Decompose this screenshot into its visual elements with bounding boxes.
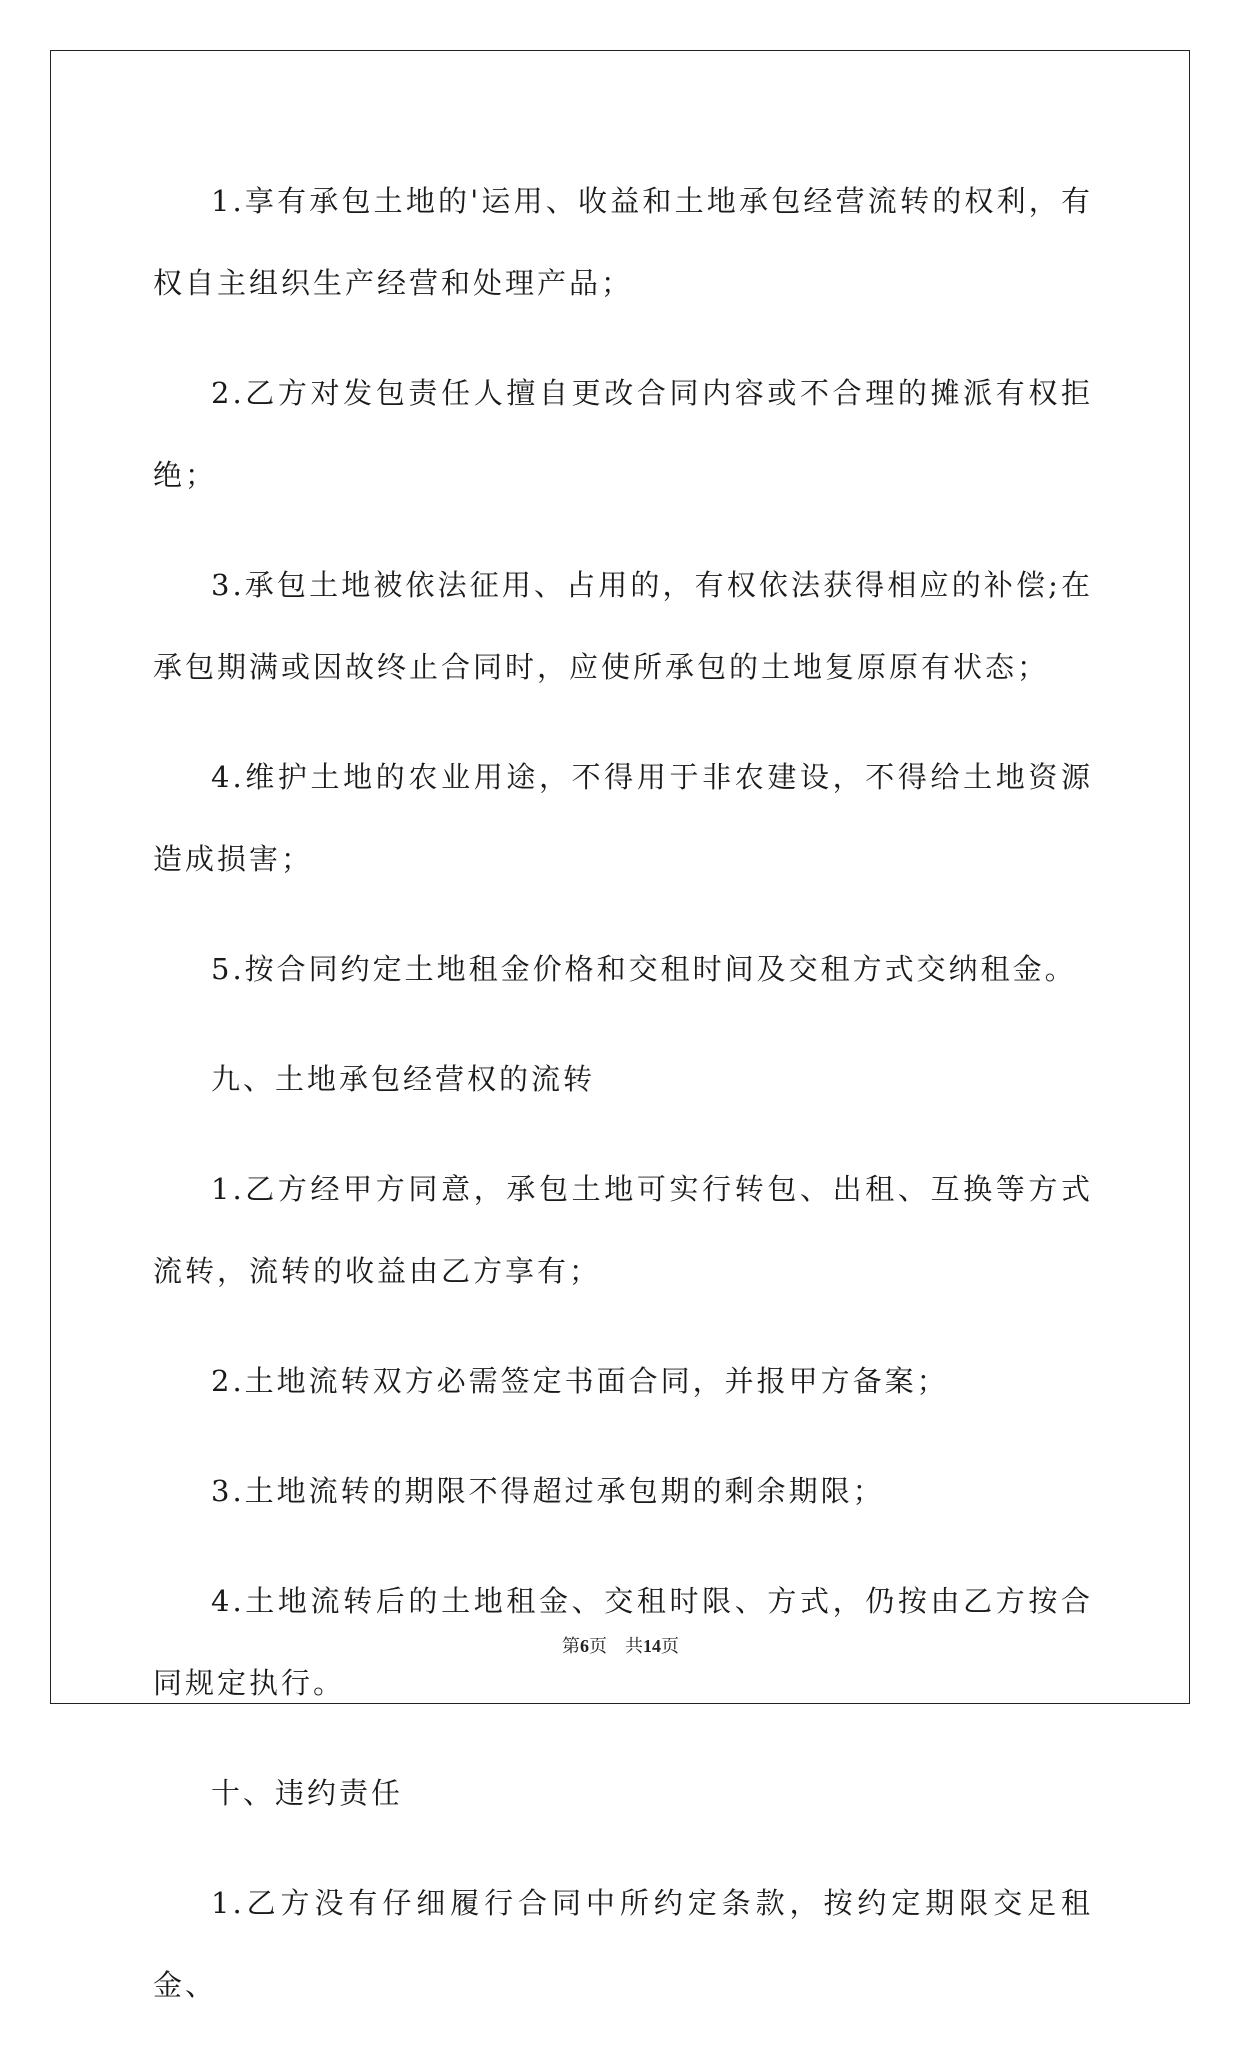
- total-pages: 14: [643, 1636, 661, 1656]
- page-suffix: 页: [589, 1636, 607, 1657]
- paragraph: 3.土地流转的期限不得超过承包期的剩余期限；: [211, 1474, 885, 1508]
- total-suffix: 页: [661, 1636, 679, 1657]
- total-prefix: 共: [625, 1636, 643, 1657]
- page-prefix: 第: [562, 1636, 580, 1657]
- paragraph: 3.承包土地被依法征用、占用的，有权依法获得相应的补偿;在承包期满或因故终止合同时，应使所承包的土地复原原有状态；: [153, 568, 1093, 684]
- paragraph: 5.按合同约定土地租金价格和交租时间及交租方式交纳租金。: [211, 952, 1077, 986]
- paragraph: 1.乙方经甲方同意，承包土地可实行转包、出租、互换等方式流转，流转的收益由乙方享有；: [153, 1172, 1093, 1288]
- section-heading: 十、违约责任: [211, 1776, 404, 1810]
- paragraph: 2.土地流转双方必需签定书面合同，并报甲方备案；: [211, 1364, 949, 1398]
- paragraph: 4.维护土地的农业用途，不得用于非农建设，不得给土地资源造成损害；: [153, 760, 1093, 876]
- paragraph: 2.乙方对发包责任人擅自更改合同内容或不合理的摊派有权拒绝；: [153, 376, 1093, 492]
- page-footer: [0, 1632, 1241, 1658]
- document-body: [153, 160, 1093, 2054]
- section-heading: 九、土地承包经营权的流转: [211, 1062, 596, 1096]
- page-number: 6: [580, 1636, 589, 1656]
- paragraph: 1.享有承包土地的'运用、收益和土地承包经营流转的权利，有权自主组织生产经营和处理产品；: [153, 184, 1093, 300]
- paragraph: 1.乙方没有仔细履行合同中所约定条款，按约定期限交足租金、: [153, 1886, 1093, 2002]
- paragraph: 4.土地流转后的土地租金、交租时限、方式，仍按由乙方按合同规定执行。: [153, 1584, 1093, 1700]
